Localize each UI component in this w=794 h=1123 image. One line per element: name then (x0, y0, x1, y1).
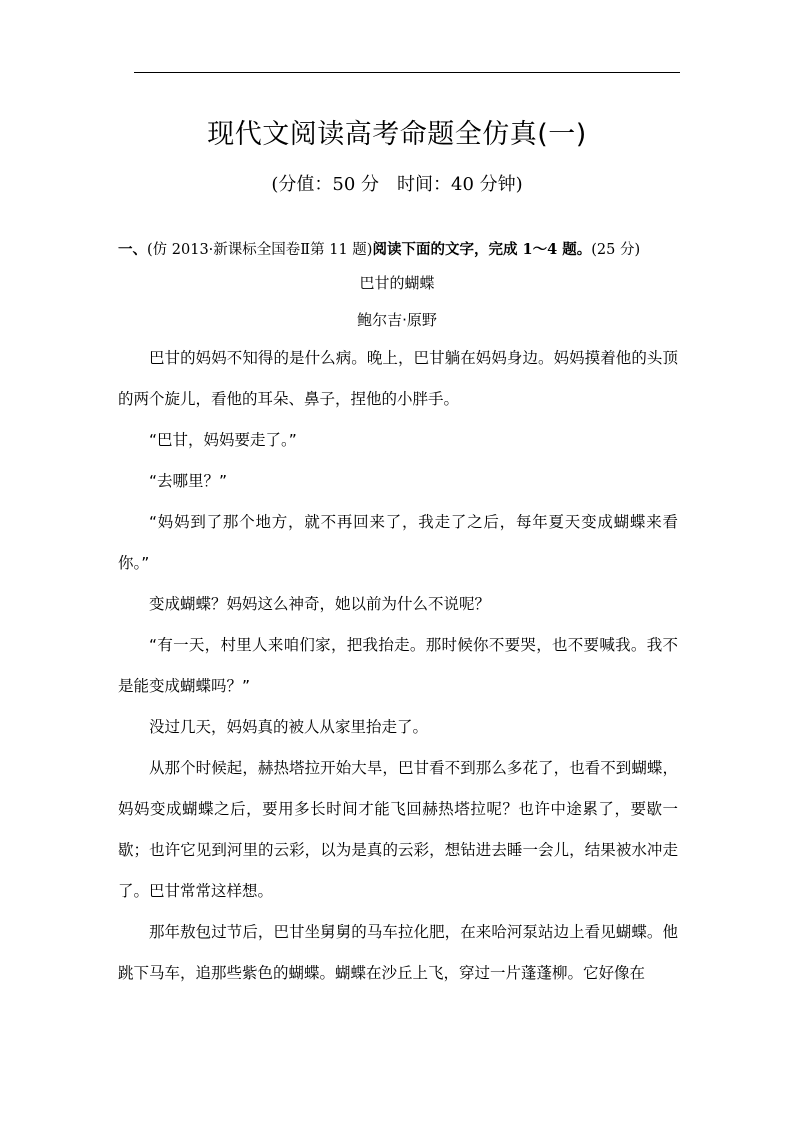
question-points: (25 分) (591, 242, 641, 258)
story-author: 鲍尔吉·原野 (357, 311, 437, 329)
paragraph: “妈妈到了那个地方，就不再回来了，我走了之后，每年夏天变成蝴蝶来看你。” (118, 513, 678, 572)
paragraph: 变成蝴蝶？妈妈这么神奇，她以前为什么不说呢？ (149, 595, 491, 613)
paragraph: “有一天，村里人来咱们家，把我抬走。那时候你不要哭，也不要喊我。我不是能变成蝴蝶吗？” (118, 636, 678, 695)
story-title: 巴甘的蝴蝶 (359, 274, 435, 292)
story-body (118, 338, 678, 994)
paragraph: 从那个时候起，赫热塔拉开始大旱，巴甘看不到那么多花了，也看不到蝴蝶，妈妈变成蝴蝶之后，要用多长时间才能飞回赫热塔拉呢？也许中途累了，要歇一歇；也许它见到河里的云彩，以为是真的云彩，想钻进去睡一会儿，结果被水冲走了。巴甘常常这样想。 (118, 759, 678, 900)
paragraph: “巴甘，妈妈要走了。” (149, 431, 297, 449)
header-rule (134, 72, 680, 73)
question-source: (仿 2013·新课标全国卷Ⅱ第 11 题) (147, 242, 373, 258)
page-subtitle: (分值：50 分 时间：40 分钟) (271, 174, 523, 195)
question-number: 一、 (118, 241, 147, 258)
question-instruction: 阅读下面的文字，完成 1～4 题。 (372, 241, 592, 258)
paragraph: 巴甘的妈妈不知得的是什么病。晚上，巴甘躺在妈妈身边。妈妈摸着他的头顶的两个旋儿，看他的耳朵、鼻子，捏他的小胖手。 (118, 349, 678, 408)
paragraph: 那年敖包过节后，巴甘坐舅舅的马车拉化肥，在来哈河泵站边上看见蝴蝶。他跳下马车，追那些紫色的蝴蝶。蝴蝶在沙丘上飞，穿过一片蓬蓬柳。它好像在 (118, 923, 678, 982)
page-title: 现代文阅读高考命题全仿真(一) (207, 119, 587, 150)
paragraph: 没过几天，妈妈真的被人从家里抬走了。 (149, 718, 429, 736)
question-heading (118, 238, 698, 259)
paragraph: “去哪里？” (149, 472, 228, 490)
